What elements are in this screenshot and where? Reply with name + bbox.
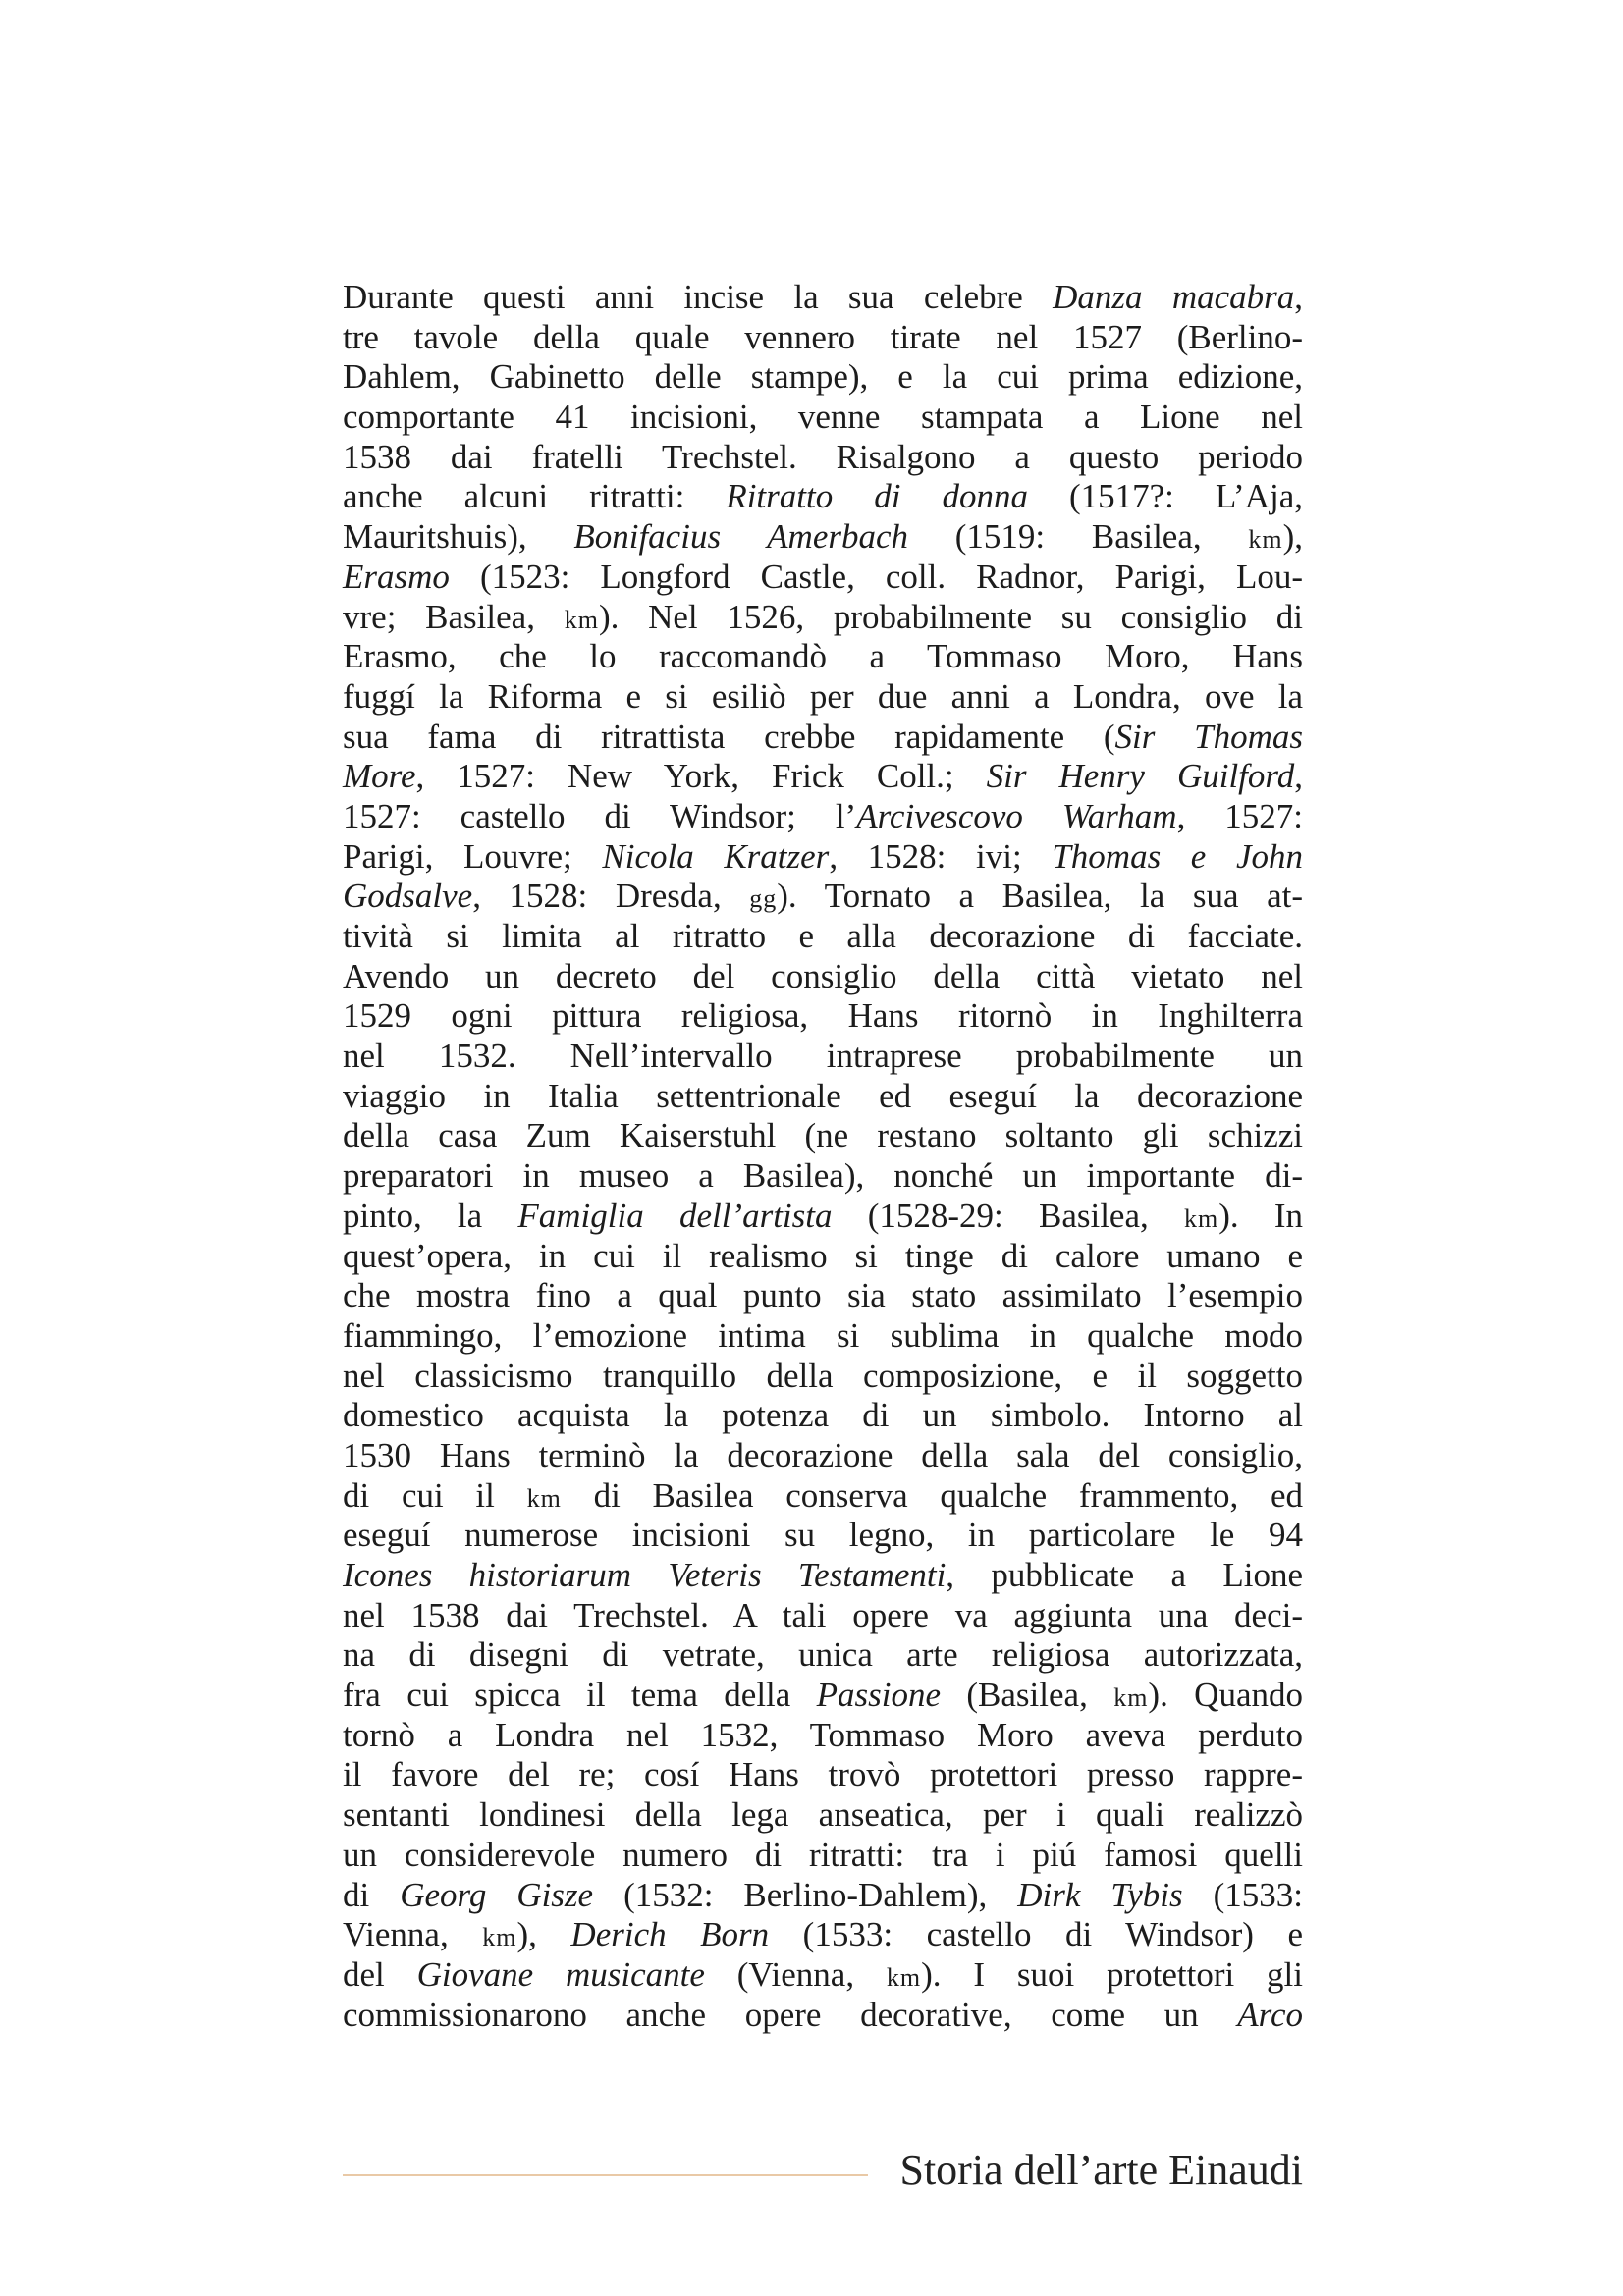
italic-title: Godsalve	[343, 877, 473, 916]
text-run: preparatori in museo a Basilea), nonché un importante di-	[343, 1156, 1303, 1196]
text-run: che mostra fino a qual punto sia stato assimilato l’esempio	[343, 1276, 1303, 1315]
italic-title: Bonifacius Amerbach	[573, 517, 909, 557]
text-run: viaggio in Italia settentrionale ed eseguí la decorazione	[343, 1076, 1303, 1115]
text-line	[343, 1596, 1303, 1636]
text-run: ). Tornato a Basilea, la sua at-	[777, 877, 1303, 916]
text-line	[343, 1556, 1303, 1596]
italic-title: Thomas e John	[1052, 836, 1303, 876]
museum-abbreviation: km	[1113, 1683, 1149, 1713]
text-line	[343, 757, 1303, 797]
text-line	[343, 1996, 1303, 2036]
text-run: nel 1538 dai Trechstel. A tali opere va aggiunta una deci-	[343, 1595, 1303, 1634]
text-line	[343, 718, 1303, 758]
italic-title: Arcivescovo Warham	[856, 796, 1177, 835]
text-run: (1533: castello di Windsor) e	[769, 1915, 1303, 1954]
text-run: sentanti londinesi della lega anseatica, per i quali realizzò	[343, 1795, 1303, 1835]
text-line	[343, 558, 1303, 598]
text-run: della casa Zum Kaiserstuhl (ne restano soltanto gli schizzi	[343, 1116, 1303, 1155]
text-run: eseguí numerose incisioni su legno, in particolare le 94	[343, 1516, 1303, 1555]
text-line	[343, 598, 1303, 638]
italic-title: Sir Henry Guilford	[986, 757, 1295, 796]
italic-title: Georg Gisze	[400, 1875, 594, 1914]
text-line	[343, 637, 1303, 677]
text-line	[343, 1755, 1303, 1795]
text-run: il favore del re; cosí Hans trovò protettori presso rappre-	[343, 1755, 1303, 1794]
text-run: nel 1532. Nell’intervallo intraprese probabilmente un	[343, 1037, 1303, 1076]
italic-title: Famiglia dell’artista	[517, 1196, 833, 1235]
text-run: tornò a Londra nel 1532, Tommaso Moro aveva perduto	[343, 1715, 1303, 1754]
text-line	[343, 1276, 1303, 1316]
text-run: , pubblicate a Lione	[946, 1556, 1303, 1594]
text-run: (Basilea,	[941, 1676, 1114, 1715]
text-run: , 1527: New York, Frick Coll.;	[415, 757, 987, 796]
italic-title: Danza macabra	[1053, 278, 1295, 316]
text-line	[343, 517, 1303, 558]
text-line	[343, 1516, 1303, 1556]
text-run: 1527: castello di Windsor; l’	[343, 796, 857, 835]
italic-title: Sir Thomas	[1114, 717, 1303, 756]
text-run: ). I suoi protettori gli	[921, 1954, 1304, 1994]
text-run: 1530 Hans terminò la decorazione della sala del consiglio,	[343, 1435, 1303, 1474]
text-run: (1523: Longford Castle, coll. Radnor, Parigi, Lou-	[449, 557, 1303, 596]
text-line	[343, 1635, 1303, 1676]
italic-title: Passione	[816, 1676, 942, 1715]
text-run: (1528-29: Basilea,	[832, 1196, 1184, 1235]
text-line	[343, 398, 1303, 438]
text-run: di	[343, 1875, 401, 1914]
text-run: Erasmo, che lo raccomandò a Tommaso Moro, Hans	[343, 637, 1303, 676]
italic-title: Erasmo	[343, 557, 450, 596]
text-run: domestico acquista la potenza di un simbolo. Intorno al	[343, 1396, 1303, 1435]
text-line	[343, 797, 1303, 837]
text-run: 1529 ogni pittura religiosa, Hans ritornò in Inghilterra	[343, 996, 1303, 1036]
text-line	[343, 1237, 1303, 1277]
text-line	[343, 1156, 1303, 1197]
text-line	[343, 1836, 1303, 1876]
text-run: fra cui spicca il tema della	[343, 1676, 817, 1715]
text-run: di Basilea conserva qualche frammento, ed	[561, 1475, 1303, 1515]
text-run: fiammingo, l’emozione intima si sublima in qualche modo	[343, 1315, 1303, 1355]
text-run: quest’opera, in cui il realismo si tinge di calore umano e	[343, 1236, 1303, 1275]
text-run: comportante 41 incisioni, venne stampata a Lione nel	[343, 398, 1303, 437]
text-line	[343, 357, 1303, 398]
footer-title: Storia dell’arte Einaudi	[899, 2146, 1303, 2194]
text-run: anche alcuni ritratti:	[343, 477, 727, 516]
text-line	[343, 1476, 1303, 1517]
museum-abbreviation: km	[886, 1962, 922, 1992]
text-run: , 1528: Dresda,	[472, 877, 750, 916]
italic-title: More	[343, 757, 416, 796]
text-line	[343, 1676, 1303, 1716]
text-line	[343, 1915, 1303, 1955]
text-run: (1517?: L’Aja,	[1027, 477, 1303, 516]
italic-title: Giovane musicante	[416, 1954, 705, 1994]
text-line	[343, 1077, 1303, 1117]
text-run: un considerevole numero di ritratti: tra i piú famosi quelli	[343, 1835, 1303, 1874]
text-run: tre tavole della quale vennero tirate nel 1527 (Berlino-	[343, 317, 1303, 356]
text-line	[343, 1357, 1303, 1397]
text-run: ). Nel 1526, probabilmente su consiglio di	[598, 597, 1303, 636]
text-line	[343, 1316, 1303, 1357]
text-run: 1538 dai fratelli Trechstel. Risalgono a questo periodo	[343, 437, 1303, 476]
italic-title: Icones historiarum Veteris Testamenti	[343, 1556, 947, 1594]
text-line	[343, 917, 1303, 957]
text-run: Durante questi anni incise la sua celebre	[343, 278, 1054, 316]
museum-abbreviation: km	[526, 1483, 562, 1513]
italic-title: Arco	[1237, 1995, 1303, 2034]
text-run: tività si limita al ritratto e alla decorazione di facciate.	[343, 917, 1303, 955]
text-run: , 1528: ivi;	[829, 836, 1053, 876]
italic-title: Dirk Tybis	[1017, 1875, 1183, 1914]
text-run: ,	[1294, 757, 1303, 796]
text-run: vre; Basilea,	[343, 597, 565, 636]
text-run: del	[343, 1954, 417, 1994]
text-run: , 1527:	[1176, 796, 1303, 835]
text-line	[343, 677, 1303, 718]
text-run: Parigi, Louvre;	[343, 836, 603, 876]
italic-title: Nicola Kratzer	[602, 836, 830, 876]
text-run: fuggí la Riforma e si esiliò per due anni a Londra, ove la	[343, 676, 1303, 716]
text-line	[343, 1037, 1303, 1077]
text-run: Mauritshuis),	[343, 517, 574, 557]
footer-rule	[343, 2174, 868, 2176]
text-line	[343, 1436, 1303, 1476]
text-run: ). Quando	[1148, 1676, 1303, 1715]
text-run: ),	[1282, 517, 1303, 557]
text-run: nel classicismo tranquillo della composizione, e il soggetto	[343, 1356, 1303, 1395]
text-line	[343, 477, 1303, 517]
text-run: sua fama di ritrattista crebbe rapidamente (	[343, 717, 1115, 756]
text-line	[343, 1197, 1303, 1237]
text-run: (1519: Basilea,	[908, 517, 1249, 557]
text-line	[343, 1955, 1303, 1996]
museum-abbreviation: km	[564, 605, 599, 634]
text-run: ,	[1294, 278, 1303, 316]
text-line	[343, 278, 1303, 318]
text-run: di cui il	[343, 1475, 527, 1515]
text-run: ). In	[1218, 1196, 1303, 1235]
museum-abbreviation: km	[1183, 1203, 1219, 1233]
text-line	[343, 1716, 1303, 1756]
text-line	[343, 996, 1303, 1037]
text-run: (1532: Berlino-Dahlem),	[593, 1875, 1018, 1914]
text-line	[343, 1795, 1303, 1836]
text-run: Avendo un decreto del consiglio della città vietato nel	[343, 956, 1303, 995]
text-line	[343, 438, 1303, 478]
text-line	[343, 1396, 1303, 1436]
text-run: Dahlem, Gabinetto delle stampe), e la cui prima edizione,	[343, 357, 1303, 397]
text-run: Vienna,	[343, 1915, 483, 1954]
text-line	[343, 1876, 1303, 1916]
text-run: ),	[516, 1915, 571, 1954]
text-run: pinto, la	[343, 1196, 518, 1235]
text-line	[343, 877, 1303, 917]
italic-title: Ritratto di donna	[726, 477, 1028, 516]
text-line	[343, 957, 1303, 997]
museum-abbreviation: km	[482, 1923, 517, 1952]
museum-abbreviation: gg	[749, 884, 778, 914]
text-line	[343, 1116, 1303, 1156]
body-text	[343, 278, 1303, 2035]
text-line	[343, 318, 1303, 358]
museum-abbreviation: km	[1248, 525, 1283, 555]
text-run: na di disegni di vetrate, unica arte religiosa autorizzata,	[343, 1635, 1303, 1675]
text-run: (Vienna,	[704, 1954, 887, 1994]
text-run: (1533:	[1182, 1875, 1303, 1914]
text-run: commissionarono anche opere decorative, come un	[343, 1995, 1238, 2034]
text-line	[343, 837, 1303, 878]
italic-title: Derich Born	[570, 1915, 770, 1954]
